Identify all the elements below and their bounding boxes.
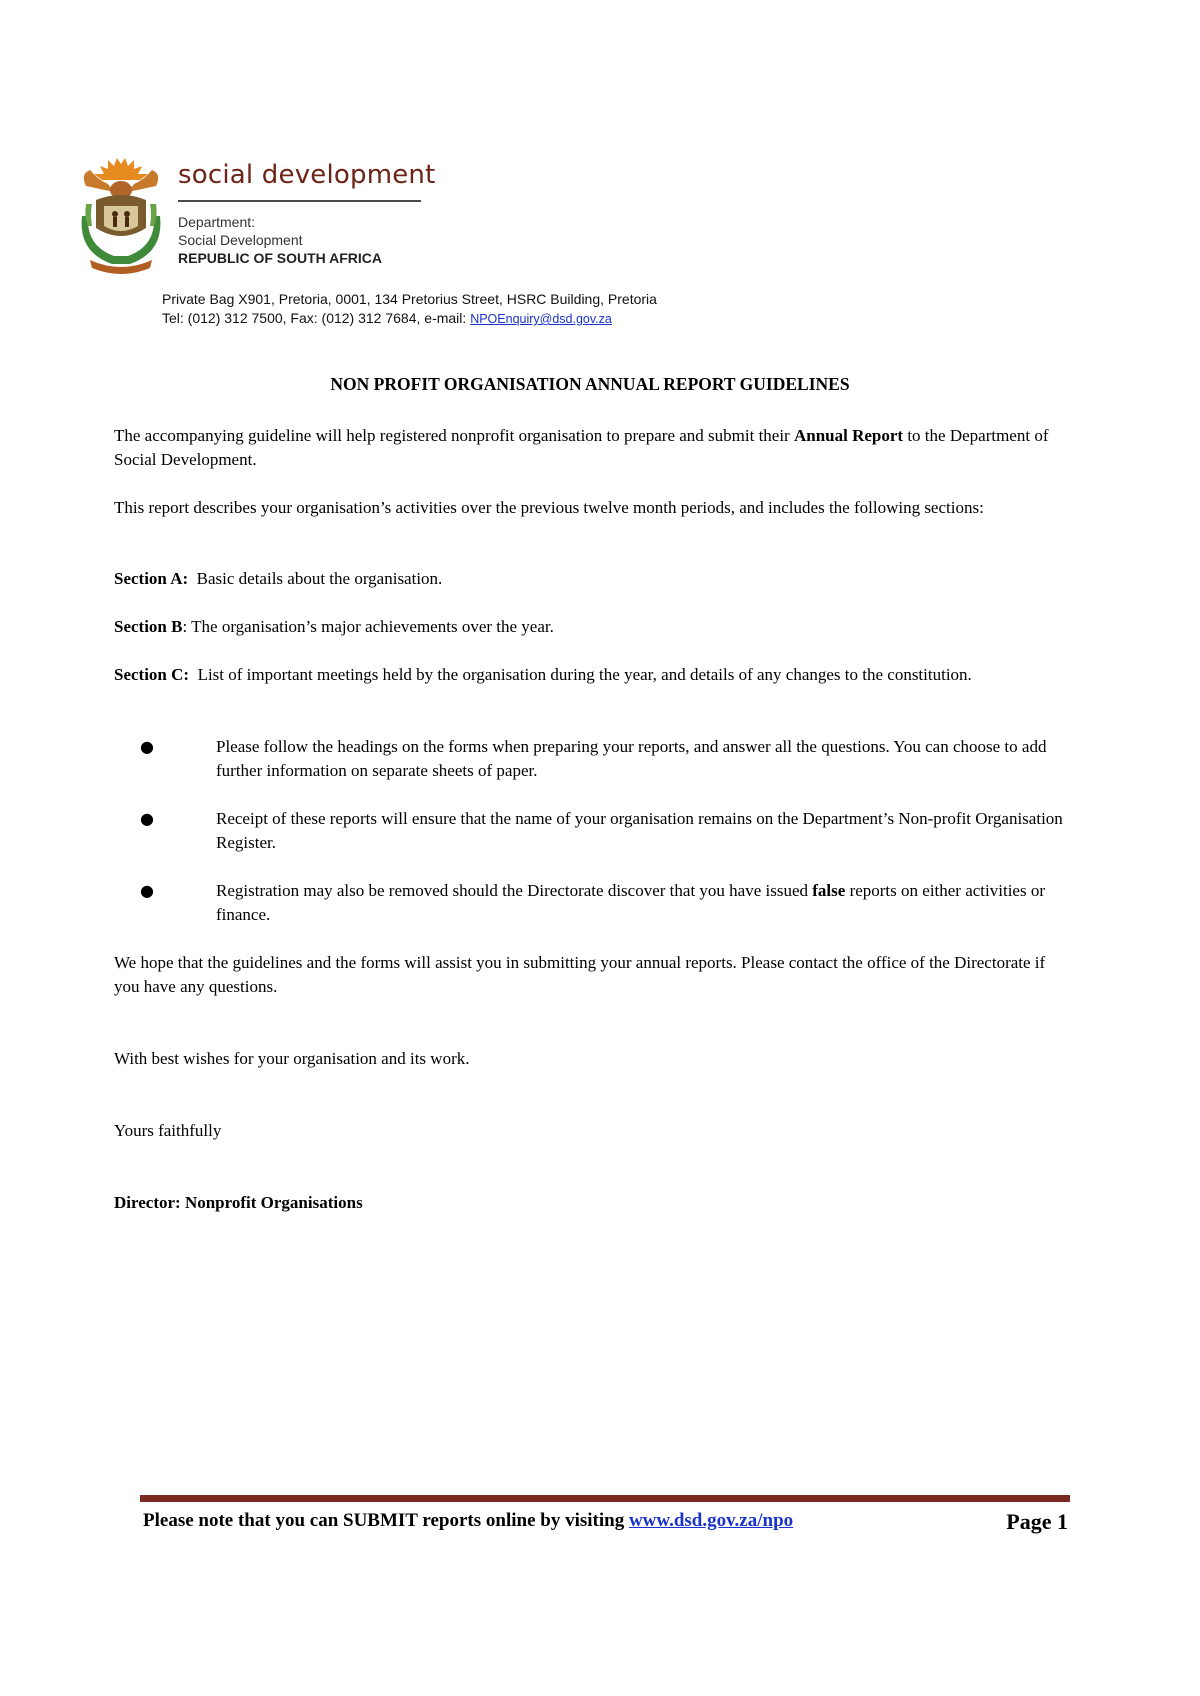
section-a xyxy=(114,567,1074,591)
bullet-bold: false xyxy=(812,881,846,900)
closing-paragraph xyxy=(114,951,1074,999)
section-text: List of important meetings held by the organisation during the year, and details of any changes to the constitution. xyxy=(197,665,972,684)
country-name: REPUBLIC OF SOUTH AFRICA xyxy=(178,250,383,266)
phone-fax: Tel: (012) 312 7500, Fax: (012) 312 7684, e-mail: xyxy=(162,310,467,326)
section-label: Section A: xyxy=(114,569,189,588)
bullet-icon: ● xyxy=(140,881,154,900)
wishes-line: With best wishes for your organisation and its work. xyxy=(114,1049,470,1068)
bullet-item xyxy=(216,879,1076,927)
footer-note: Please note that you can SUBMIT reports online by visiting xyxy=(143,1510,625,1531)
coat-of-arms-logo xyxy=(76,156,166,278)
signatory: Director: Nonprofit Organisations xyxy=(114,1193,363,1212)
bullet-text-end: reports on either activities or finance. xyxy=(216,881,1045,924)
bullet-text: Please follow the headings on the forms when preparing your reports, and answer all the questions. You can choose to add further information on separate sheets of paper. xyxy=(216,737,1047,780)
intro-paragraph xyxy=(114,424,1074,472)
postal-address: Private Bag X901, Pretoria, 0001, 134 Pretorius Street, HSRC Building, Pretoria xyxy=(162,291,657,307)
department-name: Social Development xyxy=(178,232,303,248)
intro-text: The accompanying guideline will help registered nonprofit organisation to prepare and submit their xyxy=(114,426,790,445)
description-text: This report describes your organisation’s activities over the previous twelve month periods, and includes the following sections: xyxy=(114,498,984,517)
signoff-line: Yours faithfully xyxy=(114,1121,222,1140)
bullet-text: Receipt of these reports will ensure that the name of your organisation remains on the Department’s Non-profit Organisation Register. xyxy=(216,809,1063,852)
section-text: : The organisation’s major achievements over the year. xyxy=(182,617,554,636)
section-label: Section B xyxy=(114,617,183,636)
bullet-item xyxy=(216,807,1076,855)
brand-divider xyxy=(178,200,421,202)
page-footer xyxy=(143,1510,1068,1532)
document-title: NON PROFIT ORGANISATION ANNUAL REPORT GUIDELINES xyxy=(330,374,850,394)
section-text: Basic details about the organisation. xyxy=(196,569,443,588)
bullet-text: Registration may also be removed should the Directorate discover that you have issued xyxy=(216,881,809,900)
email-link[interactable]: NPOEnquiry@dsd.gov.za xyxy=(470,312,612,326)
bullet-icon: ● xyxy=(140,737,154,756)
footer-divider xyxy=(140,1495,1070,1502)
bullet-icon: ● xyxy=(140,809,154,828)
section-c xyxy=(114,663,1074,687)
description-paragraph xyxy=(114,496,1074,520)
department-block xyxy=(178,213,382,267)
section-label: Section C: xyxy=(114,665,190,684)
section-b xyxy=(114,615,1074,639)
intro-text-end: to the Department of Social Development. xyxy=(114,426,1049,469)
closing-text: We hope that the guidelines and the forms will assist you in submitting your annual reports. Please contact the office of the Directorate if you have any questions. xyxy=(114,953,1046,996)
bullet-item xyxy=(216,735,1076,783)
contact-line xyxy=(162,309,657,329)
contact-block xyxy=(162,290,657,329)
intro-bold: Annual Report xyxy=(793,426,904,445)
footer-link[interactable]: www.dsd.gov.za/npo xyxy=(628,1510,794,1531)
department-label: Department: xyxy=(178,214,256,230)
brand-name: social development xyxy=(178,160,436,190)
page-number: Page 1 xyxy=(1006,1509,1068,1534)
